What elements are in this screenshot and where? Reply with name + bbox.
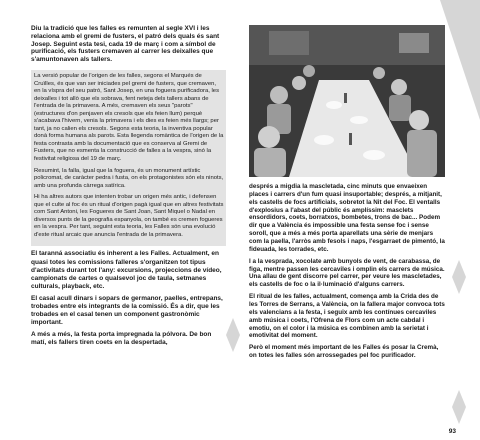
- box-paragraph: Hi ha altres autors que intenten trobar un origen més antic, i defensen que el culte al foc és un ritual d'origen pagà igual que en altres festivitats com Sant Antoni, les Fogueres de Sant Joan, Sant Miquel o Nadal en diversos punts de la geografia espanyola, on també es cremen fogueres en la vespra. Per tant, seguint esta teoria, les Falles són una evolució d'este ritual arcaic que anuncia l'entrada de la primavera.: [34, 194, 224, 238]
- body-paragraph: El ritual de les falles, actualment, comença amb la Crida des de les Torres de Serrans, a València, on la fallera major convoca tots els valencians a la festa, i seguix amb les contínues cercaviles amb música i coets, l'Ofrena de Flors com un acte cabdal i emotiu, on el color i la música es combinen amb la serietat i emotivitat del moment.: [249, 293, 445, 340]
- body-paragraph: El taranná associatiu és inherent a les Falles. Actualment, en quasi totes les comissions falleres s'organitzen tot tipus d'activitats durant tot l'any: excursions, projeccions de vídeo, campionats de cartes o qualsevol joc de taula, setmanes culturals, playback, etc.: [31, 250, 222, 290]
- body-paragraph: Però el moment més important de les Falles és posar la Cremà, on totes les falles són arrossegades pel foc purificador.: [249, 344, 439, 360]
- lead-paragraph: Diu la tradició que les falles es remunten al segle XVI i les relaciona amb el gremi de fusters, el patró dels quals és sant Josep. Seguint esta tesi, cada 19 de març i com a símbol de purificació, els fusters cremaven al carrer les deixalles que s'amuntonaven als tallers.: [31, 25, 220, 64]
- body-paragraph: El casal acull dinars i sopars de germanor, paelles, entrepans, trobades entre els integrants de la comissió. És a dir, que les trobades en el casal tenen un component gastronòmic important.: [31, 294, 223, 326]
- dinner-photo-image: [249, 25, 445, 177]
- right-column: [249, 183, 445, 364]
- box-paragraph: Resumint, la falla, igual que la foguera, és un monument artístic policromat, de caràcter pedra i fusta, on els protagonistes són els ninots, amb una profunda càrrega satírica.: [34, 167, 224, 189]
- decorative-diamond-icon: [452, 390, 466, 424]
- body-paragraph: després a migdia la mascletada, cinc minuts que envaeixen places i carrers d'un fum quasi insuportable; després, a mitjanit, els castells de focs artificials, sobretot la Nit del Foc. El ventalls d'explosius a l'abast del públic és amplíssim: masclets ensordidors, coets, borratxos, bombetes, trons de bac... Podem dir que a València és impossible una festa sense foc i sense soroll, que a més a més porta aparellats una sèrie de menjars com la paella, l'arròs amb fesols i naps, l'esgarraet de pimentó, la fideuada, les torrades, etc.: [249, 183, 445, 253]
- body-paragraph: I a la vesprada, xocolate amb bunyols de vent, de carabassa, de figa, mentre passen les cercaviles i omplin els carrers de música. Una allau de gent discorre pel carrer, per veure les mascletades, els castells de foc o la il·luminació d'alguns carrers.: [249, 257, 445, 289]
- decorative-diamond-icon: [226, 318, 240, 352]
- page-number: 93: [448, 428, 456, 435]
- highlight-box: [31, 70, 226, 246]
- decorative-diamond-icon: [452, 260, 466, 294]
- body-paragraph: A més a més, la festa porta impregnada la pólvora. De bon matí, els fallers tiren coets en la despertada,: [31, 330, 212, 346]
- dinner-photo: [249, 25, 445, 177]
- left-column: [31, 25, 226, 350]
- box-paragraph: La versió popular de l'origen de les falles, segons el Marqués de Cruïlles, és que van ser iniciades pel gremi de fusters, que cremaven, en la víspra del seu patró, Sant Josep, en una foguera purificadora, les deixalles i tot allò que els sobrava, fent neteja dels tallers abans de l'entrada de la primavera. A més, cremaven els seus "parots" (estructures d'on penjaven els cresols que els feien llum) perquè s'acabava l'hivern, venia la primavera i els dies es feien més llargs; per tant, ja no calien els cresols. Segons esta teoria, la inventiva popular donà forma humana als parots. Esta llegenda romàntica de l'origen de la festa contrasta amb la documentació que es conserva al Gremi de Fusters, que no esmenta la construcció de falles a la vespra, sinó la festivitat religiosa del 19 de març.: [34, 72, 224, 162]
